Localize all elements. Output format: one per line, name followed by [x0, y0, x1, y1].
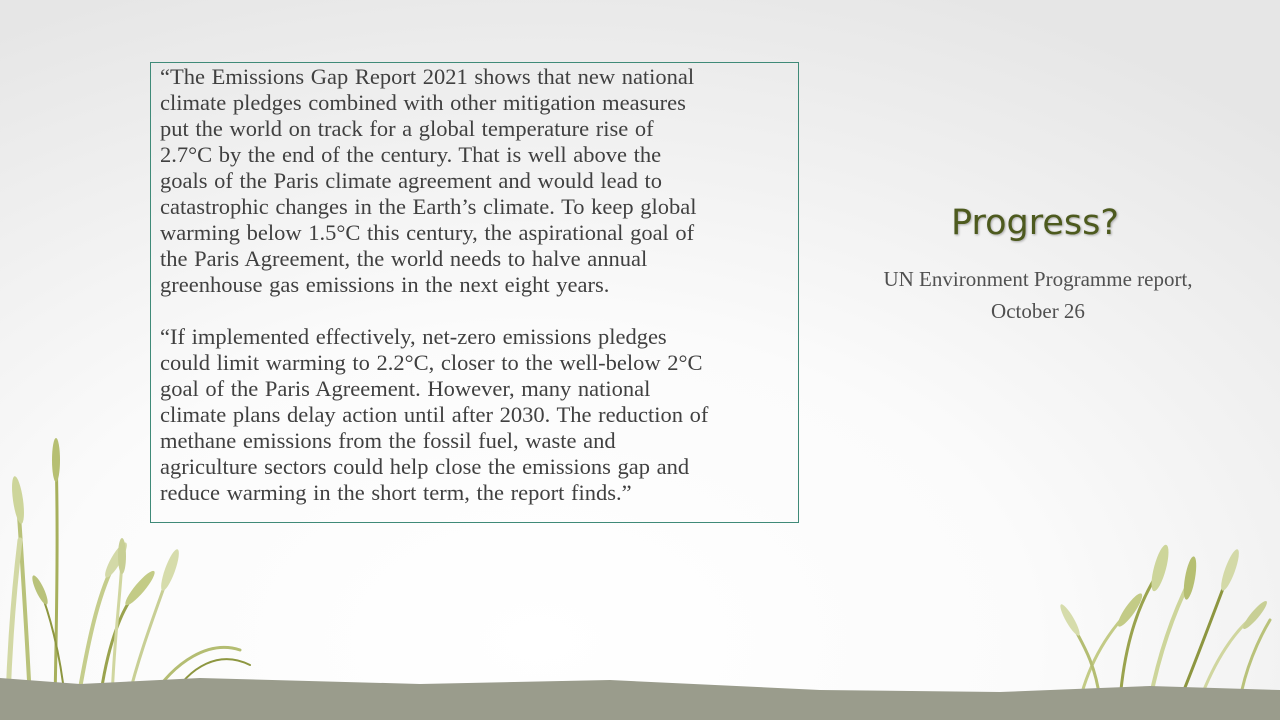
paragraph-gap [160, 298, 790, 324]
quote-line: 2.7°C by the end of the century. That is well above the [160, 142, 662, 167]
quote-line: methane emissions from the fossil fuel, waste and [160, 428, 616, 453]
source-line-1: UN Environment Programme report, [883, 267, 1193, 291]
quote-paragraph-2 [160, 324, 790, 506]
quote-paragraph-1 [160, 64, 790, 298]
source-line-2: October 26 [991, 299, 1085, 323]
quote-box [150, 62, 799, 523]
quote-line: goal of the Paris Agreement. However, many national [160, 376, 651, 401]
quote-line: reduce warming in the short term, the report finds.” [160, 480, 632, 505]
quote-line: climate plans delay action until after 2030. The reduction of [160, 402, 709, 427]
slide-source [850, 263, 1226, 327]
slide-title: Progress? [951, 203, 1119, 243]
quote-line: catastrophic changes in the Earth’s climate. To keep global [160, 194, 697, 219]
quote-line: put the world on track for a global temperature rise of [160, 116, 654, 141]
quote-line: agriculture sectors could help close the emissions gap and [160, 454, 690, 479]
ground-strip [0, 678, 1280, 720]
quote-line: goals of the Paris climate agreement and would lead to [160, 168, 662, 193]
quote-line: warming below 1.5°C this century, the aspirational goal of [160, 220, 695, 245]
quote-line: greenhouse gas emissions in the next eight years. [160, 272, 610, 297]
quote-line: “If implemented effectively, net-zero emissions pledges [160, 324, 667, 349]
quote-line: the Paris Agreement, the world needs to halve annual [160, 246, 648, 271]
wheat-ears-right-icon [1058, 543, 1270, 637]
quote-line: could limit warming to 2.2°C, closer to the well-below 2°C [160, 350, 703, 375]
quote-line: climate pledges combined with other mitigation measures [160, 90, 686, 115]
wheat-grass-right-icon [1070, 570, 1270, 700]
quote-line: “The Emissions Gap Report 2021 shows that new national [160, 64, 695, 89]
